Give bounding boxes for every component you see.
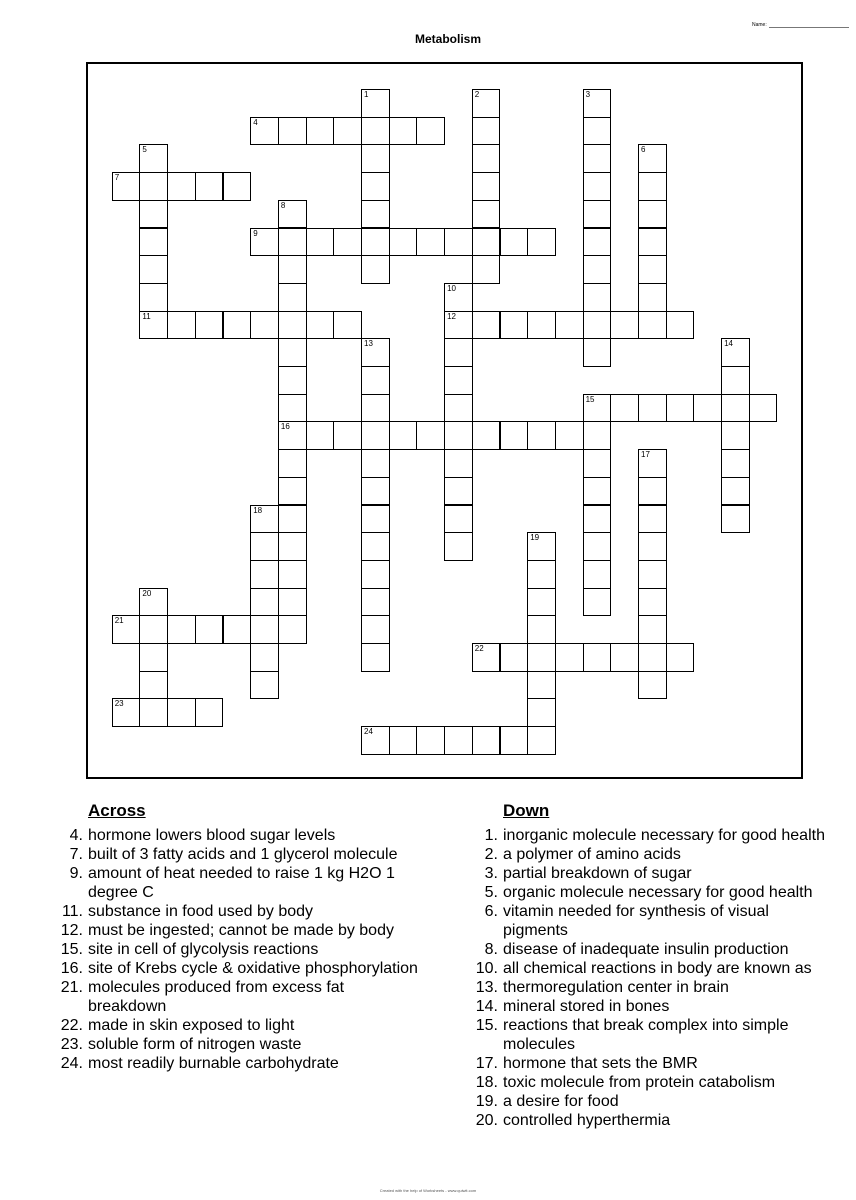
clue-item-number: 13.	[475, 979, 498, 996]
grid-cell[interactable]	[638, 283, 667, 312]
grid-cell[interactable]	[389, 117, 418, 146]
grid-cell[interactable]	[361, 421, 390, 450]
grid-cell[interactable]	[139, 698, 168, 727]
grid-cell[interactable]	[361, 366, 390, 395]
grid-cell[interactable]	[583, 532, 612, 561]
grid-cell[interactable]	[278, 449, 307, 478]
grid-cell[interactable]	[527, 588, 556, 617]
grid-cell[interactable]	[139, 255, 168, 284]
grid-cell[interactable]	[527, 421, 556, 450]
grid-cell[interactable]	[583, 338, 612, 367]
grid-cell[interactable]	[472, 421, 501, 450]
grid-cell[interactable]	[361, 532, 390, 561]
footer-credit: Created with the help of Worksheets - www.quiwit.com	[379, 1188, 477, 1193]
clue-item-number: 17.	[475, 1055, 498, 1072]
clue-item	[55, 826, 425, 845]
grid-cell[interactable]	[112, 615, 141, 644]
page-title: Metabolism	[414, 32, 481, 46]
grid-cell[interactable]	[583, 172, 612, 201]
grid-cell[interactable]	[416, 117, 445, 146]
clue-number: 1	[364, 90, 369, 99]
grid-cell[interactable]	[610, 394, 639, 423]
across-heading: Across	[88, 801, 146, 820]
grid-cell[interactable]	[223, 615, 252, 644]
clue-item-text: a polymer of amino acids	[503, 846, 681, 863]
grid-cell[interactable]	[444, 338, 473, 367]
clue-item-number: 9.	[69, 865, 83, 882]
grid-cell[interactable]	[139, 172, 168, 201]
clue-item-text: soluble form of nitrogen waste	[88, 1036, 302, 1053]
grid-cell[interactable]	[361, 560, 390, 589]
grid-cell[interactable]	[638, 477, 667, 506]
clue-number: 4	[253, 117, 258, 127]
grid-cell[interactable]	[638, 228, 667, 257]
clue-item	[470, 940, 830, 959]
clue-item	[470, 1016, 830, 1054]
grid-cell[interactable]	[500, 643, 529, 672]
clue-item	[470, 959, 830, 978]
clue-item-text: site in cell of glycolysis reactions	[88, 941, 319, 958]
grid-cell[interactable]	[361, 228, 390, 257]
grid-cell[interactable]	[638, 588, 667, 617]
clue-item	[55, 940, 425, 959]
grid-cell[interactable]	[306, 421, 335, 450]
grid-cell[interactable]	[638, 560, 667, 589]
grid-cell[interactable]	[250, 615, 279, 644]
grid-cell[interactable]	[583, 200, 612, 229]
down-clue-list	[470, 826, 830, 1130]
clue-item	[55, 864, 425, 902]
grid-cell[interactable]	[444, 505, 473, 534]
grid-cell[interactable]	[278, 615, 307, 644]
grid-cell[interactable]	[278, 200, 307, 229]
clue-item	[470, 883, 830, 902]
grid-cell[interactable]	[527, 643, 556, 672]
grid-cell[interactable]	[638, 532, 667, 561]
grid-cell[interactable]	[306, 228, 335, 257]
grid-cell[interactable]	[361, 477, 390, 506]
clue-item-number: 15.	[60, 941, 83, 958]
grid-cell[interactable]	[361, 449, 390, 478]
grid-cell[interactable]	[167, 698, 196, 727]
grid-cell[interactable]	[333, 228, 362, 257]
grid-cell[interactable]	[583, 477, 612, 506]
grid-cell[interactable]	[583, 505, 612, 534]
grid-cell[interactable]	[361, 726, 390, 755]
grid-cell[interactable]	[112, 172, 141, 201]
grid-cell[interactable]	[527, 615, 556, 644]
clue-item-text: thermoregulation center in brain	[503, 979, 729, 996]
grid-cell[interactable]	[278, 394, 307, 423]
grid-cell[interactable]	[195, 615, 224, 644]
grid-cell[interactable]	[139, 283, 168, 312]
grid-cell[interactable]	[306, 117, 335, 146]
clue-item-number: 2.	[484, 846, 498, 863]
grid-cell[interactable]	[610, 643, 639, 672]
grid-cell[interactable]	[333, 117, 362, 146]
grid-cell[interactable]	[610, 311, 639, 340]
clue-item	[55, 978, 425, 1016]
grid-cell[interactable]	[416, 228, 445, 257]
grid-cell[interactable]	[721, 366, 750, 395]
clue-item	[55, 959, 425, 978]
clue-item	[470, 997, 830, 1016]
clue-item-number: 4.	[69, 827, 83, 844]
clue-number: 14	[724, 339, 733, 349]
clue-item	[470, 902, 830, 940]
grid-cell[interactable]	[721, 477, 750, 506]
grid-cell[interactable]	[139, 671, 168, 700]
grid-cell[interactable]	[278, 421, 307, 450]
grid-cell[interactable]	[721, 505, 750, 534]
clue-item-text: hormone that sets the BMR	[503, 1055, 698, 1072]
grid-cell[interactable]	[278, 255, 307, 284]
grid-cell[interactable]	[361, 394, 390, 423]
clue-item-number: 7.	[69, 846, 83, 863]
grid-cell[interactable]	[278, 560, 307, 589]
grid-cell[interactable]	[472, 726, 501, 755]
grid-cell[interactable]	[361, 588, 390, 617]
grid-cell[interactable]	[444, 311, 473, 340]
grid-cell[interactable]	[250, 117, 279, 146]
grid-cell[interactable]	[693, 394, 722, 423]
grid-cell[interactable]	[583, 311, 612, 340]
down-clues	[470, 800, 830, 1130]
clue-item-text: toxic molecule from protein catabolism	[503, 1074, 776, 1091]
grid-cell[interactable]	[638, 394, 667, 423]
grid-cell[interactable]	[472, 228, 501, 257]
grid-cell[interactable]	[361, 172, 390, 201]
grid-cell[interactable]	[666, 311, 695, 340]
grid-cell[interactable]	[361, 338, 390, 367]
clue-item	[470, 845, 830, 864]
grid-cell[interactable]	[583, 89, 612, 118]
grid-cell[interactable]	[500, 421, 529, 450]
grid-cell[interactable]	[139, 615, 168, 644]
grid-cell[interactable]	[278, 505, 307, 534]
clue-item	[470, 1092, 830, 1111]
grid-cell[interactable]	[527, 228, 556, 257]
clue-item-text: inorganic molecule necessary for good health	[503, 827, 825, 844]
grid-cell[interactable]	[167, 615, 196, 644]
clue-number: 22	[474, 644, 484, 653]
grid-cell[interactable]	[361, 643, 390, 672]
clue-item	[470, 1054, 830, 1073]
clue-item-number: 6.	[484, 903, 498, 920]
grid-cell[interactable]	[278, 283, 307, 312]
clue-item	[55, 1016, 425, 1035]
grid-cell[interactable]	[250, 560, 279, 589]
grid-cell[interactable]	[361, 117, 390, 146]
clue-number: 3	[585, 90, 591, 99]
grid-cell[interactable]	[389, 421, 418, 450]
grid-cell[interactable]	[583, 560, 612, 589]
down-heading: Down	[503, 801, 550, 820]
grid-cell[interactable]	[389, 726, 418, 755]
clue-item-text: most readily burnable carbohydrate	[88, 1055, 339, 1072]
grid-cell[interactable]	[444, 726, 473, 755]
grid-cell[interactable]	[278, 117, 307, 146]
clue-item	[55, 902, 425, 921]
grid-cell[interactable]	[250, 671, 279, 700]
grid-cell[interactable]	[250, 588, 279, 617]
clue-item-text: substance in food used by body	[88, 903, 314, 920]
clue-item-text: mineral stored in bones	[503, 998, 670, 1015]
grid-cell[interactable]	[195, 172, 224, 201]
grid-cell[interactable]	[361, 144, 390, 173]
grid-cell[interactable]	[278, 532, 307, 561]
grid-cell[interactable]	[472, 89, 501, 118]
grid-cell[interactable]	[472, 172, 501, 201]
grid-cell[interactable]	[472, 311, 501, 340]
clue-item	[470, 1111, 830, 1130]
grid-cell[interactable]	[444, 283, 473, 312]
clue-item-number: 5.	[484, 884, 498, 901]
grid-cell[interactable]	[444, 366, 473, 395]
clue-item-text: controlled hyperthermia	[503, 1112, 671, 1129]
clue-item-text: amount of heat needed to raise 1 kg H2O 1 degree C	[88, 865, 395, 901]
grid-cell[interactable]	[444, 532, 473, 561]
clue-item-number: 8.	[484, 941, 498, 958]
grid-cell[interactable]	[472, 200, 501, 229]
clue-item-text: built of 3 fatty acids and 1 glycerol molecule	[88, 846, 398, 863]
grid-cell[interactable]	[416, 726, 445, 755]
clue-item-text: disease of inadequate insulin production	[503, 941, 789, 958]
grid-cell[interactable]	[583, 421, 612, 450]
clue-item-number: 23.	[60, 1036, 83, 1053]
grid-cell[interactable]	[583, 117, 612, 146]
grid-cell[interactable]	[250, 643, 279, 672]
grid-cell[interactable]	[638, 449, 667, 478]
grid-cell[interactable]	[444, 394, 473, 423]
clue-number: 11	[142, 311, 151, 321]
grid-cell[interactable]	[361, 255, 390, 284]
grid-cell[interactable]	[472, 255, 501, 284]
grid-cell[interactable]	[139, 144, 168, 173]
grid-cell[interactable]	[583, 144, 612, 173]
grid-cell[interactable]	[250, 532, 279, 561]
grid-cell[interactable]	[167, 172, 196, 201]
grid-cell[interactable]	[139, 311, 168, 340]
grid-cell[interactable]	[250, 228, 279, 257]
grid-cell[interactable]	[638, 671, 667, 700]
clue-number: 15	[585, 394, 595, 404]
grid-cell[interactable]	[139, 228, 168, 257]
grid-cell[interactable]	[167, 311, 196, 340]
grid-cell[interactable]	[139, 643, 168, 672]
grid-cell[interactable]	[583, 449, 612, 478]
clue-number: 8	[280, 200, 286, 210]
clue-number: 13	[364, 339, 373, 349]
grid-cell[interactable]	[527, 671, 556, 700]
grid-cell[interactable]	[555, 311, 584, 340]
clue-item-text: hormone lowers blood sugar levels	[88, 827, 336, 844]
clue-number: 9	[253, 228, 258, 238]
grid-cell[interactable]	[306, 311, 335, 340]
clue-number: 23	[114, 699, 124, 709]
grid-cell[interactable]	[638, 643, 667, 672]
grid-cell[interactable]	[444, 421, 473, 450]
clue-number: 7	[114, 173, 120, 183]
grid-cell[interactable]	[638, 172, 667, 201]
grid-cell[interactable]	[195, 311, 224, 340]
clue-item-number: 12.	[60, 922, 83, 939]
grid-cell[interactable]	[361, 200, 390, 229]
grid-cell[interactable]	[527, 311, 556, 340]
grid-cell[interactable]	[638, 505, 667, 534]
grid-cell[interactable]	[333, 311, 362, 340]
grid-cell[interactable]	[250, 505, 279, 534]
clue-item-number: 20.	[475, 1112, 498, 1129]
grid-cell[interactable]	[638, 144, 667, 173]
clue-item-number: 22.	[60, 1017, 83, 1034]
clue-number: 6	[641, 145, 646, 155]
clue-item-text: reactions that break complex into simple molecules	[503, 1017, 789, 1053]
clue-item-number: 21.	[60, 979, 83, 996]
grid-cell[interactable]	[721, 449, 750, 478]
clue-number: 12	[447, 311, 456, 321]
name-label: Name:	[752, 22, 767, 28]
grid-cell[interactable]	[444, 449, 473, 478]
grid-cell[interactable]	[278, 228, 307, 257]
clue-number: 10	[447, 283, 456, 293]
grid-cell[interactable]	[583, 255, 612, 284]
clue-item	[470, 978, 830, 997]
grid-cell[interactable]	[444, 477, 473, 506]
grid-cell[interactable]	[527, 698, 556, 727]
grid-cell[interactable]	[555, 643, 584, 672]
grid-cell[interactable]	[361, 505, 390, 534]
clue-item	[470, 1073, 830, 1092]
grid-cell[interactable]	[527, 726, 556, 755]
grid-cell[interactable]	[583, 283, 612, 312]
clue-item	[55, 845, 425, 864]
across-clues	[55, 800, 425, 1073]
grid-cell[interactable]	[527, 560, 556, 589]
clue-item-text: vitamin needed for synthesis of visual pigments	[503, 903, 769, 939]
clue-item-number: 11.	[61, 903, 83, 920]
clue-number: 19	[530, 533, 540, 543]
grid-cell[interactable]	[333, 421, 362, 450]
clue-item-number: 19.	[475, 1093, 498, 1110]
grid-cell[interactable]	[500, 311, 529, 340]
grid-cell[interactable]	[278, 338, 307, 367]
grid-cell[interactable]	[223, 172, 252, 201]
grid-cell[interactable]	[583, 588, 612, 617]
clue-item-number: 18.	[475, 1074, 498, 1091]
grid-cell[interactable]	[721, 421, 750, 450]
clue-item-text: partial breakdown of sugar	[503, 865, 692, 882]
grid-cell[interactable]	[139, 588, 168, 617]
grid-cell[interactable]	[500, 228, 529, 257]
grid-cell[interactable]	[721, 394, 750, 423]
grid-cell[interactable]	[278, 366, 307, 395]
grid-cell[interactable]	[195, 698, 224, 727]
grid-cell[interactable]	[389, 228, 418, 257]
clue-item-number: 1.	[484, 827, 498, 844]
grid-cell[interactable]	[638, 255, 667, 284]
grid-cell[interactable]	[278, 477, 307, 506]
clue-item-number: 3.	[484, 865, 498, 882]
grid-cell[interactable]	[416, 421, 445, 450]
clue-number: 17	[641, 450, 650, 460]
grid-cell[interactable]	[583, 643, 612, 672]
clue-item	[470, 826, 830, 845]
grid-cell[interactable]	[472, 643, 501, 672]
clue-number: 21	[114, 616, 124, 626]
clue-item-text: organic molecule necessary for good health	[503, 884, 813, 901]
clue-number: 20	[142, 588, 152, 598]
grid-cell[interactable]	[223, 311, 252, 340]
grid-cell[interactable]	[555, 421, 584, 450]
grid-cell[interactable]	[472, 117, 501, 146]
clue-item-text: a desire for food	[503, 1093, 619, 1110]
clue-item-text: made in skin exposed to light	[88, 1017, 295, 1034]
grid-cell[interactable]	[638, 200, 667, 229]
clue-item-text: molecules produced from excess fat breakdown	[88, 979, 345, 1015]
grid-cell[interactable]	[112, 698, 141, 727]
grid-cell[interactable]	[278, 588, 307, 617]
grid-cell[interactable]	[638, 615, 667, 644]
clue-item-text: all chemical reactions in body are known as	[503, 960, 812, 977]
grid-cell[interactable]	[666, 643, 695, 672]
grid-cell[interactable]	[749, 394, 778, 423]
grid-cell[interactable]	[500, 726, 529, 755]
clue-item	[55, 1035, 425, 1054]
clue-number: 24	[364, 727, 373, 737]
grid-cell[interactable]	[638, 311, 667, 340]
clue-number: 2	[474, 90, 480, 99]
clue-item-number: 10.	[475, 960, 498, 977]
grid-cell[interactable]	[472, 144, 501, 173]
grid-cell[interactable]	[250, 311, 279, 340]
grid-cell[interactable]	[278, 311, 307, 340]
grid-cell[interactable]	[666, 394, 695, 423]
clue-item-number: 24.	[60, 1055, 83, 1072]
clue-number: 16	[280, 422, 290, 432]
clue-number: 5	[142, 145, 147, 155]
clue-item-text: must be ingested; cannot be made by body	[88, 922, 394, 939]
grid-cell[interactable]	[721, 338, 750, 367]
clue-item-number: 16.	[60, 960, 83, 977]
clue-number: 18	[253, 505, 263, 515]
across-clue-list	[55, 826, 425, 1073]
clue-item-number: 15.	[475, 1017, 498, 1034]
grid-cell[interactable]	[583, 394, 612, 423]
clue-item	[470, 864, 830, 883]
grid-cell[interactable]	[527, 532, 556, 561]
grid-cell[interactable]	[361, 89, 390, 118]
clue-item	[55, 921, 425, 940]
grid-cell[interactable]	[361, 615, 390, 644]
clue-item	[55, 1054, 425, 1073]
grid-cell[interactable]	[444, 228, 473, 257]
grid-cell[interactable]	[139, 200, 168, 229]
clue-item-number: 14.	[475, 998, 498, 1015]
grid-cell[interactable]	[583, 228, 612, 257]
clue-item-text: site of Krebs cycle & oxidative phosphorylation	[88, 960, 418, 977]
